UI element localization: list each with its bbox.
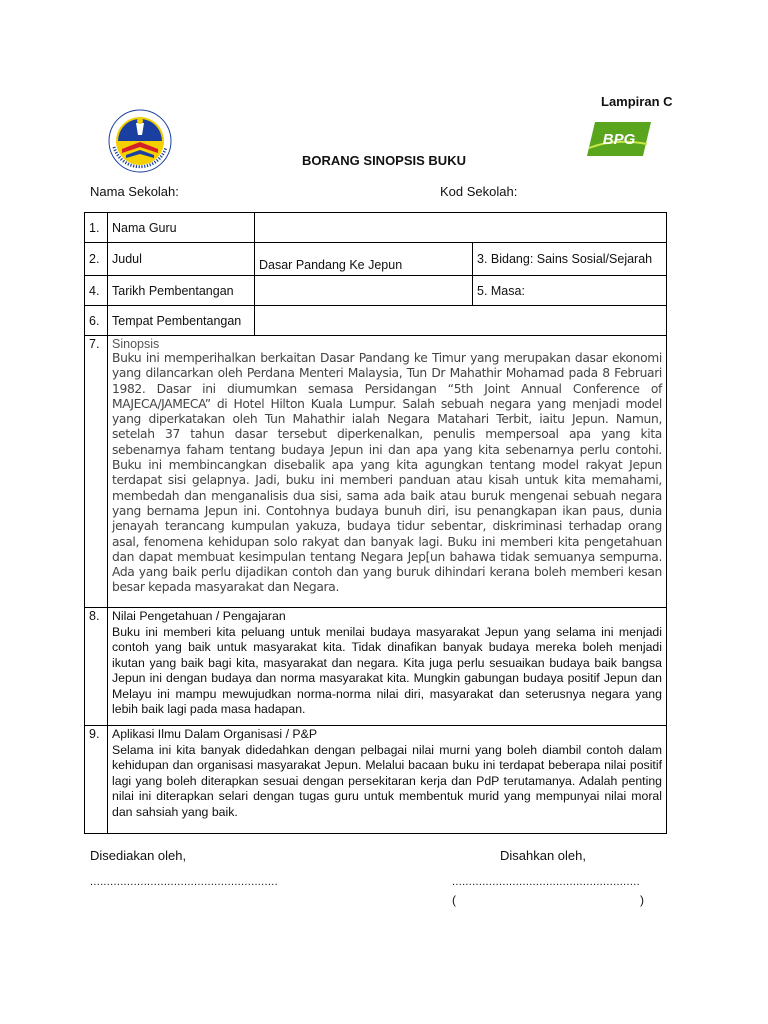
name-paren-close: ) — [640, 893, 644, 907]
svg-text:BPG: BPG — [602, 131, 636, 148]
row-nama-guru — [85, 213, 667, 243]
sinopsis-cell — [108, 336, 667, 608]
tempat-label: Tempat Pembentangan — [108, 306, 255, 336]
sinopsis-text: Buku ini memperihalkan berkaitan Dasar Pandang ke Timur yang merupakan dasar ekonomi yang dilancarkan oleh Perdana Menteri Malaysia, Tun Dr Mahathir Mohamad pada 8 Februari 1982. Dasar ini diumumkan semasa Persidangan “5th Joint Annual Conference of MAJECA/JAMECA” di Hotel Hilton Kuala Lumpur. Salah sebuah negara yang menjadi model yang diperkatakan oleh Tun Mahathir ialah Negara Matahari Terbit, iaitu Jepun. Namun, setelah 37 tahun dasar tersebut diperkenalkan, penulis mempersoal apa yang kita sebenarnya faham tentang budaya Jepun ini dan apa yang kita sebenarnya perlu contohi. Buku ini membincangkan disebalik apa yang kita agungkan tentang model rakyat Jepun terdapat sisi gelapnya. Jadi, buku ini memberi panduan atau kisah untuk kita memahami, membedah dan menganalisis dua sisi, sama ada baik atau buruk mengenai sebuah negara yang bernama Jepun ini. Contohnya budaya bunuh diri, isu penangkapan ikan paus, dunia jenayah terancang kumpulan yakuza, budaya tidur sebentar, diskriminasi terhadap orang asal, fenomena kehidupan solo rakyat dan banyak lagi. Buku ini memberi kita pengetahuan dan dapat membuat kesimpulan tentang Negara Jep[un bahawa tidak semuanya sempurna. Ada yang baik perlu dijadikan contoh dan yang buruk dihindari kerana boleh memberi kesan besar kepada masyarakat dan Negara. — [112, 351, 662, 595]
masa-field[interactable]: 5. Masa: — [473, 276, 667, 306]
row-number: 6. — [85, 306, 108, 336]
kod-sekolah-label: Kod Sekolah: — [440, 184, 518, 199]
row-number: 2. — [85, 243, 108, 276]
row-tempat — [85, 306, 667, 336]
disediakan-label: Disediakan oleh, — [90, 848, 187, 863]
nama-guru-label: Nama Guru — [108, 213, 255, 243]
row-number: 4. — [85, 276, 108, 306]
form-title: BORANG SINOPSIS BUKU — [302, 153, 466, 168]
synopsis-form-table — [84, 212, 667, 834]
row-number: 7. — [85, 336, 108, 608]
aplikasi-cell — [108, 726, 667, 834]
row-number: 9. — [85, 726, 108, 834]
name-paren-open: ( — [452, 893, 456, 907]
sinopsis-heading: Sinopsis — [112, 337, 160, 351]
prepared-signature-line[interactable]: ........................................................ — [90, 876, 278, 888]
row-number: 8. — [85, 608, 108, 726]
nilai-cell — [108, 608, 667, 726]
nilai-heading: Nilai Pengetahuan / Pengajaran — [112, 609, 286, 623]
row-nilai — [85, 608, 667, 726]
row-judul — [85, 243, 667, 276]
row-sinopsis — [85, 336, 667, 608]
aplikasi-heading: Aplikasi Ilmu Dalam Organisasi / P&P — [112, 727, 318, 741]
row-tarikh — [85, 276, 667, 306]
judul-field[interactable]: Dasar Pandang Ke Jepun — [255, 243, 473, 276]
tempat-field[interactable] — [255, 306, 667, 336]
aplikasi-text: Selama ini kita banyak didedahkan dengan pelbagai nilai murni yang boleh diambil contoh dalam kehidupan dan organisasi masyarakat Jepun. Melalui bacaan buku ini terdapat beberapa nilai positif lagi yang boleh diterapkan sesuai dengan persekitaran kerja dan PdP terutamanya. Adalah penting nilai ini diterapkan selari dengan tugas guru untuk membentuk murid yang mempunyai nilai moral dan sahsiah yang baik. — [112, 742, 662, 819]
tarikh-label: Tarikh Pembentangan — [108, 276, 255, 306]
tarikh-field[interactable] — [255, 276, 473, 306]
approved-signature-line[interactable]: ........................................................ — [452, 876, 640, 888]
row-aplikasi — [85, 726, 667, 834]
nama-sekolah-label: Nama Sekolah: — [90, 184, 179, 199]
lampiran-label: Lampiran C — [601, 94, 673, 109]
nama-guru-field[interactable] — [255, 213, 667, 243]
disahkan-label: Disahkan oleh, — [500, 848, 586, 863]
row-number: 1. — [85, 213, 108, 243]
bidang-field[interactable]: 3. Bidang: Sains Sosial/Sejarah — [473, 243, 667, 276]
judul-label: Judul — [108, 243, 255, 276]
nilai-text: Buku ini memberi kita peluang untuk menilai budaya masyarakat Jepun yang selama ini menjadi contoh yang baik untuk masyarakat kita. Tidak dinafikan banyak budaya mereka boleh menjadi ikutan yang baik bagi kita, masyarakat dan negara. Kita juga perlu sesuaikan budaya baik bangsa Jepun ini dengan budaya dan norma masyarakat kita. Mungkin gabungan budaya positif Jepun dan Melayu ini mampu mewujudkan norma-norma nilai diri, masyarakat dan seterusnya negara yang lebih baik lagi pada masa hadapan. — [112, 624, 662, 716]
